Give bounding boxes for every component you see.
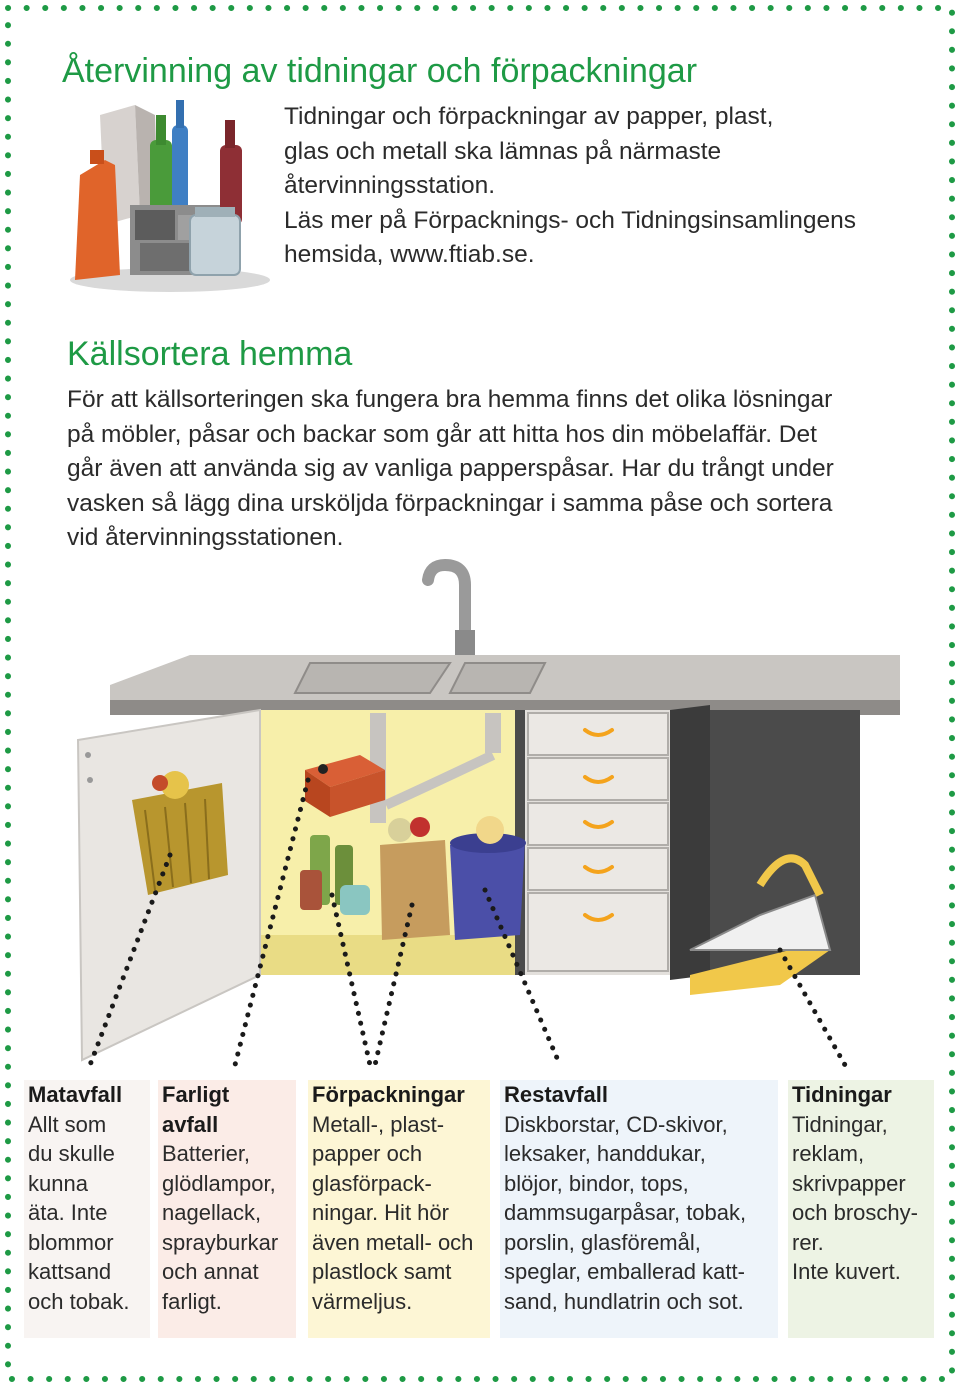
category-text-line: kattsand xyxy=(28,1259,112,1284)
category-title: Restavfall xyxy=(504,1082,608,1107)
kitchen-sink-illustration xyxy=(70,555,900,1085)
category-text-line: även metall- och xyxy=(312,1229,474,1255)
category-text-line: plastlock samt xyxy=(312,1259,452,1284)
category-title: avfall xyxy=(162,1111,219,1137)
category-text-line: blommor xyxy=(28,1229,114,1255)
category-text-line: och annat xyxy=(162,1259,259,1284)
category-text-line: rer. xyxy=(792,1229,824,1255)
category-text-line: kunna xyxy=(28,1170,88,1196)
sort-home-text-line: på möbler, påsar och backar som går att hitta hos din möbelaffär. Det xyxy=(67,420,817,448)
category-text-line: sprayburkar xyxy=(162,1229,279,1255)
recycling-text-line: hemsida, www.ftiab.se. xyxy=(284,241,535,268)
category-text xyxy=(504,1110,774,1317)
category-text xyxy=(162,1139,292,1316)
category-text-line: glasförpack- xyxy=(312,1170,432,1196)
category-text-line: och tobak. xyxy=(28,1288,130,1314)
category-text-line: reklam, xyxy=(792,1141,865,1166)
category-title: Förpackningar xyxy=(312,1082,465,1107)
recycling-text-line: Läs mer på Förpacknings- och Tidningsinsamlingens xyxy=(284,206,856,234)
sort-home-text-line: vid återvinningsstationen. xyxy=(67,524,344,551)
recycling-title: Återvinning av tidningar och förpackningar xyxy=(62,52,698,90)
packaging-illustration xyxy=(60,95,275,295)
recycling-text-line: återvinningsstation. xyxy=(284,172,496,199)
category-title: Tidningar xyxy=(792,1082,892,1107)
category-tidningar xyxy=(788,1080,934,1338)
category-text-line: blöjor, bindor, tops, xyxy=(504,1170,689,1196)
category-text-line: Metall-, plast- xyxy=(312,1111,445,1137)
category-text-line: skrivpapper xyxy=(792,1170,906,1196)
category-text-line: ningar. Hit hör xyxy=(312,1200,449,1225)
category-text-line: leksaker, handdukar, xyxy=(504,1141,706,1166)
category-text-line: glödlampor, xyxy=(162,1170,276,1196)
category-text-line: speglar, emballerad katt- xyxy=(504,1259,745,1284)
category-text-line: sand, hundlatrin och sot. xyxy=(504,1288,744,1314)
recycling-text-line: Tidningar och förpackningar av papper, plast, xyxy=(284,103,774,130)
category-text-line: dammsugarpåsar, tobak, xyxy=(504,1200,747,1225)
sort-home-text-line: vasken så lägg dina ursköljda förpackningar i samma påse och sortera xyxy=(67,489,833,517)
recycling-text xyxy=(284,100,934,273)
category-title: Farligt xyxy=(162,1082,230,1107)
sort-home-text xyxy=(67,383,937,556)
category-text-line: Diskborstar, CD-skivor, xyxy=(504,1111,728,1137)
category-text-line: Allt som xyxy=(28,1111,107,1137)
sort-home-title: Källsortera hemma xyxy=(67,335,353,373)
category-text-line: papper och xyxy=(312,1141,423,1166)
category-text-line: porslin, glasföremål, xyxy=(504,1229,701,1255)
category-text-line: och broschy- xyxy=(792,1200,918,1225)
category-text-line: Batterier, xyxy=(162,1141,251,1166)
category-text-line: du skulle xyxy=(28,1141,115,1166)
category-title: Matavfall xyxy=(28,1082,123,1107)
sort-home-text-line: För att källsorteringen ska fungera bra hemma finns det olika lösningar xyxy=(67,386,833,413)
category-farligt-avfall xyxy=(158,1080,296,1338)
sort-home-text-line: går även att använda sig av vanliga papperspåsar. Har du trångt under xyxy=(67,455,834,482)
category-matavfall xyxy=(24,1080,150,1338)
category-text-line: värmeljus. xyxy=(312,1288,413,1314)
category-restavfall xyxy=(500,1080,778,1338)
category-text-line: Tidningar, xyxy=(792,1111,888,1137)
category-forpackningar xyxy=(308,1080,490,1338)
category-text-line: Inte kuvert. xyxy=(792,1259,901,1284)
category-text xyxy=(312,1110,486,1317)
category-text-line: äta. Inte xyxy=(28,1200,108,1225)
category-text xyxy=(792,1110,930,1287)
category-text-line: nagellack, xyxy=(162,1200,262,1225)
recycling-text-line: glas och metall ska lämnas på närmaste xyxy=(284,137,722,165)
category-text-line: farligt. xyxy=(162,1288,222,1314)
category-text xyxy=(28,1110,146,1317)
